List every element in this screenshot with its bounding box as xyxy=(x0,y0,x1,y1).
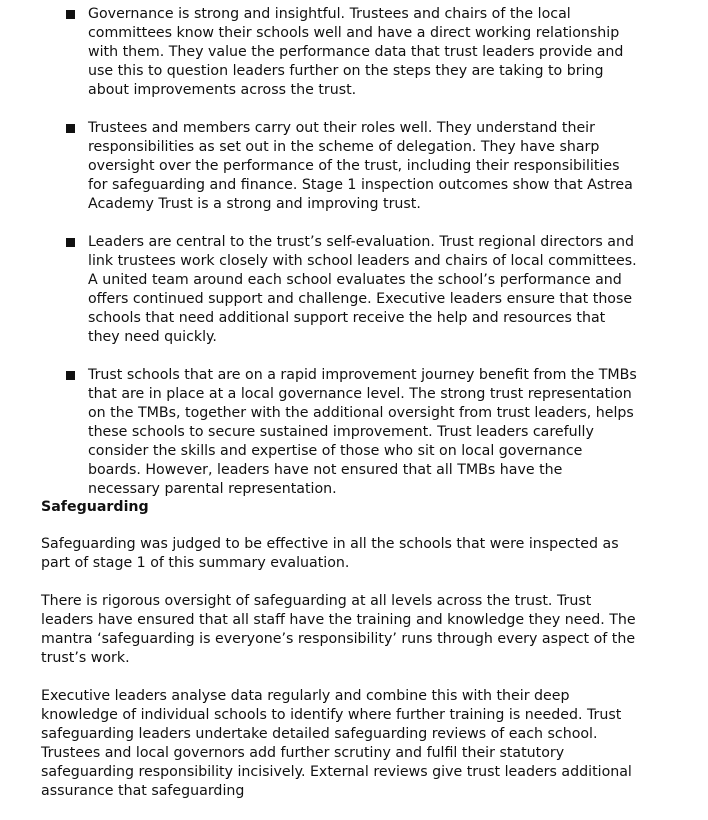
bullet-item-governance xyxy=(0,5,708,100)
bullet-text: Leaders are central to the trust’s self-evaluation. Trust regional directors and link trustees work closely with school leaders and chairs of local committees. A united team around each school evaluates the school’s performance and offers continued support and challenge. Executive leaders ensure that those schools that need additional support receive the help and resources that they need quickly. xyxy=(88,234,637,345)
bullet-text: Trustees and members carry out their roles well. They understand their responsibilities as set out in the scheme of delegation. They have sharp oversight over the performance of the trust, including their responsibilities for safeguarding and finance. Stage 1 inspection outcomes show that Astrea Academy Trust is a strong and improving trust. xyxy=(88,120,633,212)
paragraph: Safeguarding was judged to be effective in all the schools that were inspected as part of stage 1 of this summary evaluation. xyxy=(41,536,619,571)
bullet-item-self-evaluation xyxy=(0,233,708,347)
section-heading-safeguarding: Safeguarding xyxy=(41,499,149,515)
governance-bullet-list xyxy=(0,5,708,518)
square-bullet-icon xyxy=(66,371,75,380)
paragraph: There is rigorous oversight of safeguarding at all levels across the trust. Trust leaders have ensured that all staff have the training and knowledge they need. The mantra ‘safeguarding is everyone’s responsibility’ runs through every aspect of the trust’s work. xyxy=(41,593,636,666)
bullet-text: Governance is strong and insightful. Trustees and chairs of the local committees know their schools well and have a direct working relationship with them. They value the performance data that trust leaders provide and use this to question leaders further on the steps they are taking to bring about improvements across the trust. xyxy=(88,6,624,98)
paragraph: Executive leaders analyse data regularly and combine this with their deep knowledge of individual schools to identify where further training is needed. Trust safeguarding leaders undertake detailed safeguarding reviews of each school. Trustees and local governors add further scrutiny and fulfil their statutory safeguarding responsibility incisively. External reviews give trust leaders additional assurance that safeguarding xyxy=(41,688,632,799)
bullet-item-trustees xyxy=(0,119,708,214)
safeguarding-section xyxy=(41,498,641,820)
bullet-item-tmbs xyxy=(0,366,708,499)
square-bullet-icon xyxy=(66,238,75,247)
bullet-text: Trust schools that are on a rapid improvement journey benefit from the TMBs that are in place at a local governance level. The strong trust representation on the TMBs, together with the additional oversight from trust leaders, helps these schools to secure sustained improvement. Trust leaders carefully consider the skills and expertise of those who sit on local governance boards. However, leaders have not ensured that all TMBs have the necessary parental representation. xyxy=(88,367,637,497)
square-bullet-icon xyxy=(66,124,75,133)
square-bullet-icon xyxy=(66,10,75,19)
